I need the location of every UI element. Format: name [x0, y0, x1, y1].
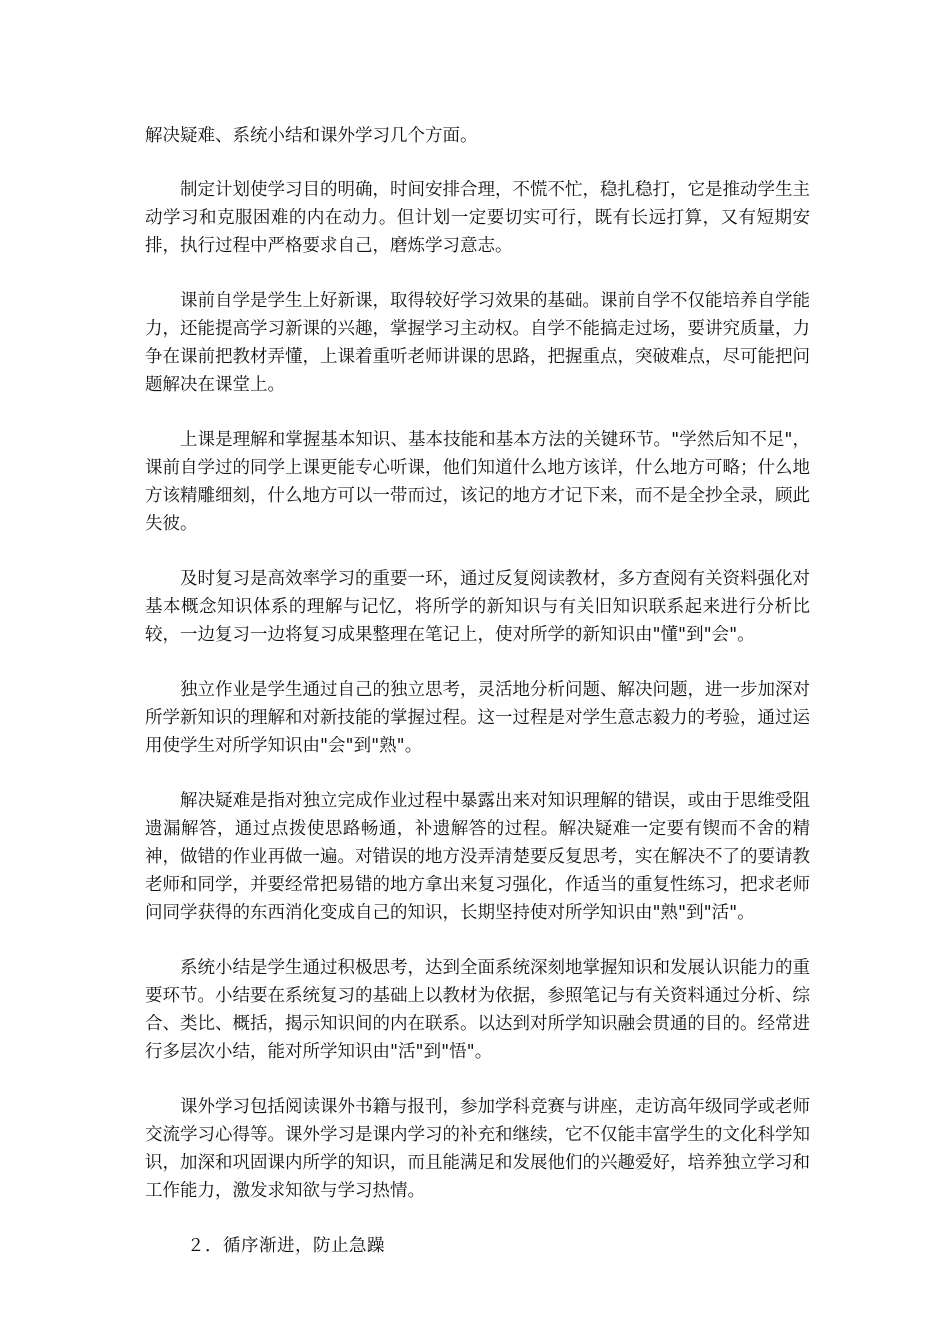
paragraph-preview: 课前自学是学生上好新课，取得较好学习效果的基础。课前自学不仅能培养自学能力，还能提高学习新课的兴趣，掌握学习主动权。自学不能搞走过场，要讲究质量，力争在课前把教材弄懂，上课着重听老师讲课的思路，把握重点，突破难点，尽可能把问题解决在课堂上。 [145, 291, 810, 395]
paragraph-homework: 独立作业是学生通过自己的独立思考，灵活地分析问题、解决问题，进一步加深对所学新知识的理解和对新技能的掌握过程。这一过程是对学生意志毅力的考验，通过运用使学生对所学知识由"会"到"熟"。 [145, 680, 810, 756]
paragraph-class: 上课是理解和掌握基本知识、基本技能和基本方法的关键环节。"学然后知不足"，课前自学过的同学上课更能专心听课，他们知道什么地方该详，什么地方可略；什么地方该精雕细刻，什么地方可以一带而过，该记的地方才记下来，而不是全抄全录，顾此失彼。 [145, 430, 810, 534]
section-heading: ２．循序渐进，防止急躁 [187, 1236, 385, 1256]
paragraph-summary: 系统小结是学生通过积极思考，达到全面系统深刻地掌握知识和发展认识能力的重要环节。小结要在系统复习的基础上以教材为依据，参照笔记与有关资料通过分析、综合、类比、概括，揭示知识间的内在联系。以达到对所学知识融会贯通的目的。经常进行多层次小结，能对所学知识由"活"到"悟"。 [145, 958, 810, 1062]
paragraph-planning: 制定计划使学习目的明确，时间安排合理，不慌不忙，稳扎稳打，它是推动学生主动学习和克服困难的内在动力。但计划一定要切实可行，既有长远打算，又有短期安排，执行过程中严格要求自己，磨炼学习意志。 [145, 180, 810, 256]
paragraph-difficulties: 解决疑难是指对独立完成作业过程中暴露出来对知识理解的错误，或由于思维受阻遗漏解答，通过点拨使思路畅通，补遗解答的过程。解决疑难一定要有锲而不舍的精神，做错的作业再做一遍。对错误的地方没弄清楚要反复思考，实在解决不了的要请教老师和同学，并要经常把易错的地方拿出来复习强化，作适当的重复性练习，把求老师问同学获得的东西消化变成自己的知识，长期坚持使对所学知识由"熟"到"活"。 [145, 791, 810, 923]
paragraph-extracurricular: 课外学习包括阅读课外书籍与报刊，参加学科竞赛与讲座，走访高年级同学或老师交流学习心得等。课外学习是课内学习的补充和继续，它不仅能丰富学生的文化科学知识，加深和巩固课内所学的知识，而且能满足和发展他们的兴趣爱好，培养独立学习和工作能力，激发求知欲与学习热情。 [145, 1097, 810, 1201]
document-page [145, 122, 810, 1260]
paragraph-continuation: 解决疑难、系统小结和课外学习几个方面。 [145, 126, 478, 146]
paragraph-review: 及时复习是高效率学习的重要一环，通过反复阅读教材，多方查阅有关资料强化对基本概念知识体系的理解与记忆，将所学的新知识与有关旧知识联系起来进行分析比较，一边复习一边将复习成果整理在笔记上，使对所学的新知识由"懂"到"会"。 [145, 569, 810, 645]
